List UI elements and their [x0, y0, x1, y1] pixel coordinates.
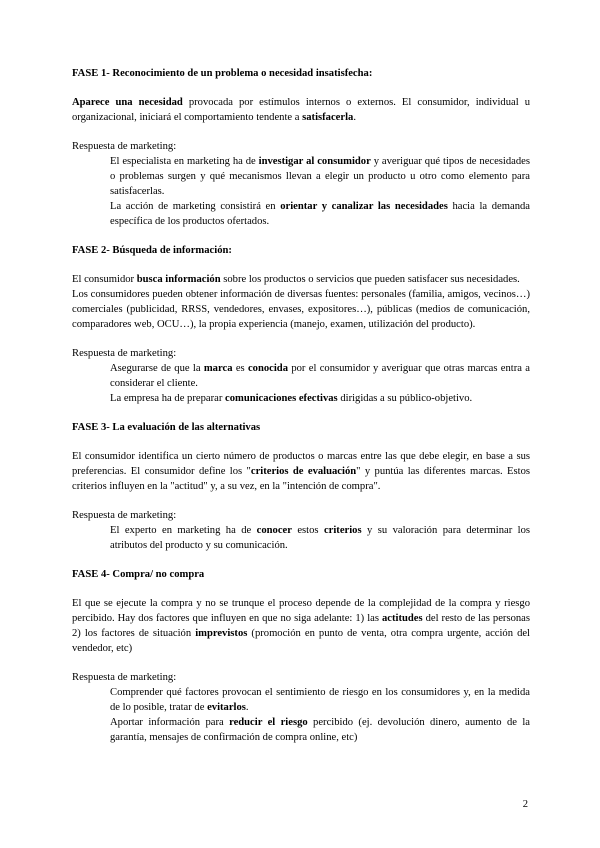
bold-text: criterios de evaluación	[250, 466, 357, 477]
bold-text: conocer	[256, 525, 292, 536]
text: .	[245, 702, 249, 713]
text: provocada por estímulos internos o externos. El consumidor, individual u organizacional, iniciará el comportamiento tendente a	[72, 97, 530, 123]
bold-text: criterios	[323, 525, 362, 536]
bold-text: investigar al consumidor	[258, 156, 371, 167]
response-paragraph	[110, 715, 530, 745]
section-fase-2	[72, 243, 530, 420]
response-paragraph	[110, 523, 530, 553]
response-paragraph	[110, 199, 530, 229]
bold-text: orientar y canalizar las necesidades	[280, 201, 448, 212]
response-paragraph	[110, 391, 530, 406]
text: .	[353, 112, 356, 123]
paragraph	[72, 272, 530, 287]
response-paragraph	[110, 154, 530, 199]
text: El que se ejecute la compra y no se trunque el proceso depende de la complejidad de la compra y riesgo percibido. Hay dos factores que influyen en que no siga adelante: 1) las	[72, 598, 530, 624]
bold-text: busca información	[136, 274, 221, 285]
response-label: Respuesta de marketing:	[72, 141, 177, 152]
bold-text: comunicaciones efectivas	[225, 393, 338, 404]
text: percibido (ej. devolución dinero, aumento de la garantía, mensajes de confirmación de compra online, etc)	[110, 717, 530, 743]
text: dirigidas a su público-objetivo.	[337, 393, 473, 404]
bold-text: Aparece una necesidad	[72, 97, 183, 108]
response-label: Respuesta de marketing:	[72, 348, 177, 359]
bold-text: reducir el riesgo	[229, 717, 308, 728]
text: hacia la demanda específica de los productos ofertados.	[110, 201, 530, 227]
text: del resto de las personas 2) los factores de situación	[72, 613, 530, 639]
bold-text: actitudes	[381, 613, 423, 624]
section-fase-1	[72, 66, 530, 243]
text: estos	[291, 525, 324, 536]
paragraph	[72, 95, 530, 125]
response-label: Respuesta de marketing:	[72, 510, 177, 521]
bold-text: evitarlos	[207, 702, 246, 713]
bold-text: imprevistos	[195, 628, 248, 639]
paragraph	[72, 449, 530, 494]
text: Comprender qué factores provocan el sentimiento de riesgo en los consumidores y, en la medida de lo posible, tratar de	[110, 687, 530, 713]
section-title: FASE 1- Reconocimiento de un problema o necesidad insatisfecha:	[72, 68, 373, 79]
page-number: 2	[522, 799, 528, 810]
section-title: FASE 2- Búsqueda de información:	[72, 245, 232, 256]
bold-text: satisfacerla	[302, 112, 354, 123]
response-label: Respuesta de marketing:	[72, 672, 177, 683]
section-title: FASE 3- La evaluación de las alternativas	[72, 422, 261, 433]
text: sobre los productos o servicios que pueden satisfacer sus necesidades.	[220, 274, 520, 285]
text: El especialista en marketing ha de	[110, 156, 259, 167]
paragraph	[72, 596, 530, 656]
text: por el consumidor y averiguar que otras marcas entra a considerar el cliente.	[110, 363, 531, 389]
bold-text: conocida	[247, 363, 288, 374]
text: es	[232, 363, 248, 374]
paragraph: Los consumidores pueden obtener información de diversas fuentes: personales (familia, amigos, vecinos…) comerciales (publicidad, RRSS, vendedores, envases, expositores…), públicas (medios de comunicación, comparadores web, OCU…), la propia experiencia (manejo, examen, utilización del producto).	[72, 289, 530, 330]
section-title: FASE 4- Compra/ no compra	[72, 569, 205, 580]
text: El consumidor identifica un cierto número de productos o marcas entre las que debe elegir, en base a sus preferencias. El consumidor define los "	[72, 451, 530, 477]
section-fase-3	[72, 420, 530, 567]
text: La acción de marketing consistirá en	[110, 201, 281, 212]
text: La empresa ha de preparar	[110, 393, 225, 404]
text: Asegurarse de que la	[110, 363, 204, 374]
text: Aportar información para	[110, 717, 230, 728]
text: El experto en marketing ha de	[110, 525, 257, 536]
text: y averiguar qué tipos de necesidades o problemas surgen y qué mecanismos llevan a elegir un producto u otro como elemento para satisfacerlas.	[110, 156, 530, 197]
response-paragraph	[110, 361, 530, 391]
text: y su valoración para determinar los atributos del producto y su comunicación.	[110, 525, 530, 551]
text: El consumidor	[72, 274, 137, 285]
text: (promoción en punto de venta, otra compra urgente, acción del vendedor, etc)	[72, 628, 531, 654]
text: " y puntúa las diferentes marcas. Estos criterios influyen en la "actitud" y, a su vez, en la "intención de compra".	[72, 466, 531, 492]
bold-text: marca	[203, 363, 233, 374]
response-paragraph	[110, 685, 530, 715]
section-fase-4	[72, 567, 530, 745]
